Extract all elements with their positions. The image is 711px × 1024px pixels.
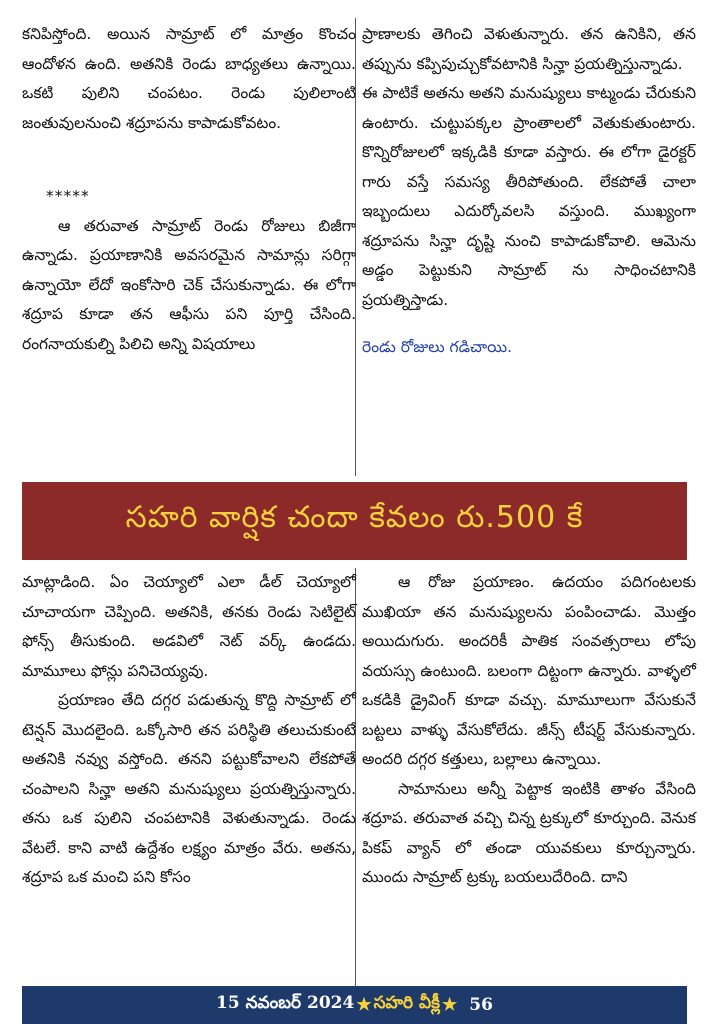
footer-magazine-name: సహరి వీక్లీ: [373, 993, 441, 1013]
column-bottom-left: [22, 568, 356, 893]
paragraph: ఆ తరువాత సామ్రాట్ రెండు రోజులు బిజీగా ఉన్నాడు. ప్రయాణానికి అవసరమైన సామాన్లు సరిగ్గా ఉన్నాయో లేదో ఇంకోసారి చెక్ చేసుకున్నాడు. ఈ లోగా శద్రూప కూడా తన ఆఫీసు పని పూర్తి చేసింది. రంగనాయకుల్ని పిలిచి అన్ని విషయాలు: [22, 216, 356, 353]
star-icon: ★: [442, 995, 458, 1015]
footer-date: 15 నవంబర్ 2024: [216, 993, 355, 1013]
paragraph: ఈ పాటికే అతను అతని మనుష్యులు కాట్మండు చేరుకుని ఉంటారు. చుట్టుపక్కల ప్రాంతాలలో వెతుకుతుంటారు. కొన్నిరోజులలో ఇక్కడికి కూడా వస్తారు. ఈ లోగా డైరక్టర్ గారు వస్తే సమస్య తీరిపోతుంది. లేకపోతే చాలా ఇబ్బందులు ఎదుర్కోవలసి వస్తుంది. ముఖ్యంగా శద్రూపను సిన్హా దృష్టి నుంచి కాపాడుకోవాలి. ఆమెను అడ్డం పెట్టుకుని సామ్రాట్ ను సాధించటానికి ప్రయత్నిస్తాడు.: [362, 84, 696, 309]
section-line-blue: రెండు రోజులు గడిచాయి.: [362, 338, 513, 356]
paragraph: కనిపిస్తోంది. అయిన సామ్రాట్ లో మాత్రం కొంచం ఆందోళన ఉంది. అతనికి రెండు బాధ్యతలు ఉన్నాయి. ఒకటి పులిని చంపటం. రెండు పులిలాంటి జంతువులనుంచి శద్రూపను కాపాడుకోవటం.: [22, 25, 356, 132]
banner-text: సహరి వార్షిక చందా కేవలం రు.500 కే: [125, 500, 584, 535]
paragraph: ఆ రోజు ప్రయాణం. ఉదయం పదిగంటలకు ముఖియా తన మనుష్యులను పంపించాడు. మొత్తం అయిదుగురు. అందరికీ పాతిక సంవత్సరాలు లోపు వయస్సు ఉంటుంది. బలంగా దిట్టంగా ఉన్నారు. వాళ్ళలో ఒకడికి డ్రైవింగ్ కూడా వచ్చు. మామూలుగా వేసుకునే బట్టలు వాళ్ళు వేసుకోలేదు. జీన్స్ టీషర్ట్ వేసుకున్నారు. అందరి దగ్గర కత్తులు, బల్లాలు ఉన్నాయి.: [362, 573, 696, 768]
paragraph: మాట్లాడింది. ఏం చెయ్యాలో ఎలా డీల్ చెయ్యాలో చూచాయగా చెప్పింది. అతనికి, తనకు రెండు సెటిలైట్ ఫోన్స్ తీసుకుంది. అడవిలో నెట్ వర్క్ ఉండదు. మామూలు ఫోన్లు పనిచెయ్యవు.: [22, 573, 356, 680]
subscription-banner: [22, 482, 687, 560]
column-bottom-right: [362, 568, 696, 893]
star-icon: ★: [356, 995, 372, 1015]
paragraph: ప్రాణాలకు తెగించి వెళుతున్నారు. తన ఉనికిని, తన తప్పును కప్పిపుచ్చుకోవటానికి సిన్హా ప్రయత్నిస్తున్నాడు.: [362, 25, 696, 73]
section-break-stars: *****: [46, 187, 90, 205]
page-footer: [22, 986, 687, 1024]
paragraph: ప్రయాణం తేది దగ్గర పడుతున్న కొద్ది సామ్రాట్ లో టెన్షన్ మొదలైంది. ఒక్కోసారి తన పరిస్థితి తలుచుకుంటే అతనికి నవ్వు వస్తోంది. తనని పట్టుకోవాలని లేకపోతే చంపాలని సిన్హా అతని మనుష్యులు ప్రయత్నిస్తున్నారు. తను ఒక పులిని చంపటానికి వెళుతున్నాడు. రెండు వేటలే. కాని వాటి ఉద్దేశం లక్ష్యం మాత్రం వేరు. అతను, శద్రూప ఒక మంచి పని కోసం: [22, 691, 356, 886]
paragraph: సామానులు అన్నీ పెట్టాక ఇంటికి తాళం వేసింది శద్రూప. తరువాత వచ్చి చిన్న ట్రక్కులో కూర్చుంది. వెనుక పికప్ వ్యాన్ లో తండా యువకులు కూర్చున్నారు. ముందు సామ్రాట్ ట్రక్కు బయలుదేరింది. దాని: [362, 779, 696, 886]
column-top-left: [22, 20, 356, 359]
page-number: 56: [469, 995, 493, 1015]
column-top-right: [362, 20, 696, 363]
